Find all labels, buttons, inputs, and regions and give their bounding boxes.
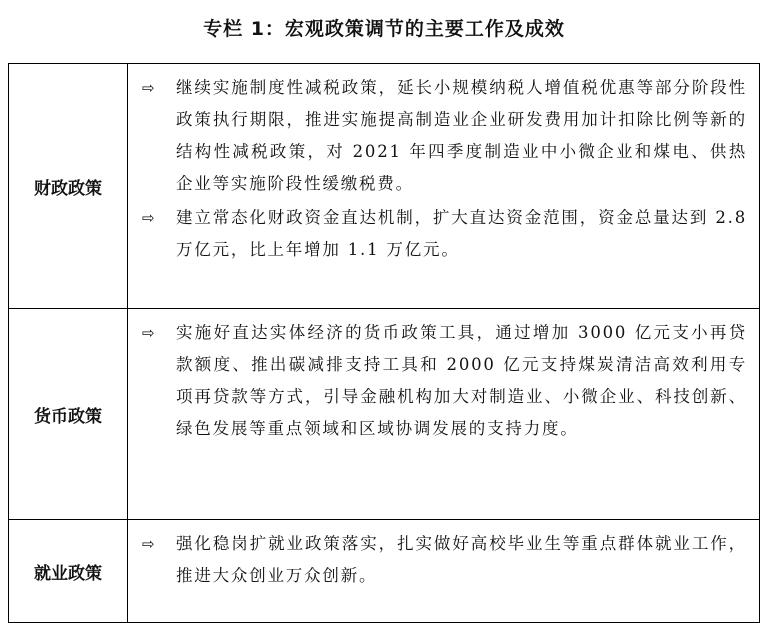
list-item [140,72,747,200]
list-item [140,528,747,592]
content-cell [128,64,760,309]
item-text: 继续实施制度性减税政策，延长小规模纳税人增值税优惠等部分阶段性政策执行期限，推进实施提高制造业企业研发费用加计扣除比例等新的结构性减税政策，对 2021 年四季度制造业中小微企业和煤电、供热企业等实施阶段性缓缴税费。 [176,78,747,193]
table-row [9,64,760,309]
arrow-bullet-icon: ⇨ [142,79,155,97]
category-cell: 货币政策 [9,309,128,520]
policy-table [8,63,760,623]
item-text: 建立常态化财政资金直达机制，扩大直达资金范围，资金总量达到 2.8 万亿元，比上年增加 1.1 万亿元。 [176,208,747,259]
content-cell [128,520,760,623]
arrow-bullet-icon: ⇨ [142,324,155,342]
arrow-bullet-icon: ⇨ [142,535,155,553]
arrow-bullet-icon: ⇨ [142,209,155,227]
item-text: 实施好直达实体经济的货币政策工具，通过增加 3000 亿元支小再贷款额度、推出碳减排支持工具和 2000 亿元支持煤炭清洁高效利用专项再贷款等方式，引导金融机构加大对制造业、小微企业、科技创新、绿色发展等重点领域和区域协调发展的支持力度。 [176,323,747,438]
category-cell: 财政政策 [9,64,128,309]
table-row [9,520,760,623]
category-cell: 就业政策 [9,520,128,623]
table-row [9,309,760,520]
page-title: 专栏 1：宏观政策调节的主要工作及成效 [203,18,565,40]
item-text: 强化稳岗扩就业政策落实，扎实做好高校毕业生等重点群体就业工作，推进大众创业万众创新。 [176,534,747,585]
list-item [140,202,747,266]
list-item [140,317,747,445]
content-cell [128,309,760,520]
